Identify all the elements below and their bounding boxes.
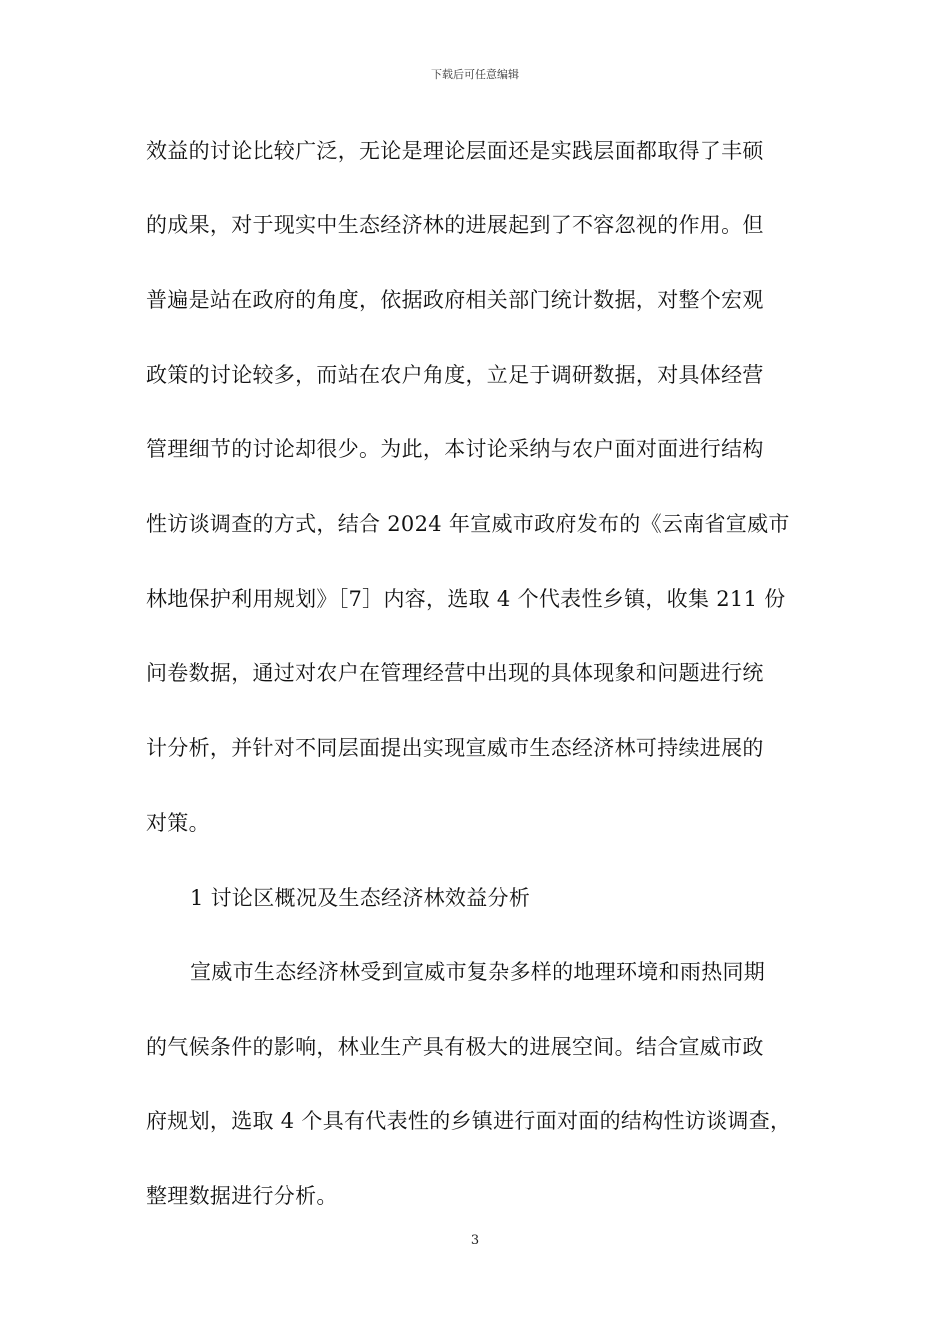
body-line: 普遍是站在政府的角度，依据政府相关部门统计数据，对整个宏观 [146,288,764,312]
body-line: 宣威市生态经济林受到宣威市复杂多样的地理环境和雨热同期 [190,960,766,984]
section-heading: 1 讨论区概况及生态经济林效益分析 [190,886,531,910]
body-line: 林地保护利用规划》［7］内容，选取 4 个代表性乡镇，收集 211 份 [146,587,786,611]
body-line: 的成果，对于现实中生态经济林的进展起到了不容忽视的作用。但 [146,213,764,237]
page-number: 3 [470,1233,480,1248]
body-line: 性访谈调查的方式，结合 2024 年宣威市政府发布的《云南省宣威市 [146,512,790,536]
body-line: 府规划，选取 4 个具有代表性的乡镇进行面对面的结构性访谈调查， [146,1109,792,1133]
body-line: 效益的讨论比较广泛，无论是理论层面还是实践层面都取得了丰硕 [146,139,764,163]
body-line: 的气候条件的影响，林业生产具有极大的进展空间。结合宣威市政 [146,1035,764,1059]
body-line: 问卷数据，通过对农户在管理经营中出现的具体现象和问题进行统 [146,661,764,685]
body-line: 计分析，并针对不同层面提出实现宣威市生态经济林可持续进展的 [146,736,764,760]
body-line: 政策的讨论较多，而站在农户角度，立足于调研数据，对具体经营 [146,363,764,387]
body-line: 管理细节的讨论却很少。为此，本讨论采纳与农户面对面进行结构 [146,437,764,461]
body-line: 整理数据进行分析。 [146,1184,338,1208]
body-line: 对策。 [146,811,210,835]
page-header: 下载后可任意编辑 [431,68,519,81]
